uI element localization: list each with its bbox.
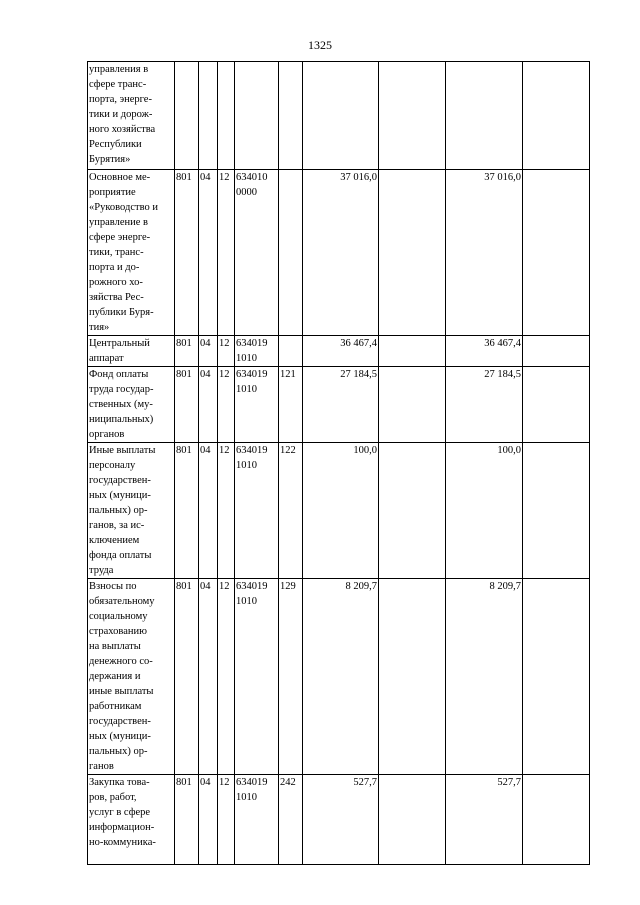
csr-cell [235, 170, 279, 336]
csr-cell [235, 367, 279, 443]
sum-cell-3: 100,0 [446, 443, 523, 579]
row-name-line: держания и [89, 671, 141, 682]
row-name-line: денежного со- [89, 656, 153, 667]
sum-cell-3: 527,7 [446, 775, 523, 865]
row-name-line: иные выплаты [89, 686, 154, 697]
row-name-line: ниципальных) [89, 414, 154, 425]
empty-cell [523, 775, 590, 865]
row-name-line: Республики [89, 139, 142, 150]
csr-cell [235, 579, 279, 775]
row-name-line: управление в [89, 217, 148, 228]
csr-line: 634019 [236, 445, 268, 456]
budget-table [87, 61, 590, 865]
row-name-line: ганов [89, 761, 114, 772]
row-name-line: информацион- [89, 822, 155, 833]
csr-line: 634019 [236, 581, 268, 592]
csr-line: 1010 [236, 353, 257, 364]
row-name-line: порта и до- [89, 262, 140, 273]
rz-cell: 04 [199, 443, 218, 579]
csr-cell [235, 336, 279, 367]
sum-cell-1 [303, 62, 379, 170]
table-row [88, 579, 590, 775]
row-name-line: персоналу [89, 460, 136, 471]
row-name-line: зяйства Рес- [89, 292, 144, 303]
grbs-cell: 801 [175, 579, 199, 775]
sum-cell-2 [379, 336, 446, 367]
rz-cell: 04 [199, 367, 218, 443]
rz-cell: 04 [199, 775, 218, 865]
row-name-cell [88, 170, 175, 336]
rz-cell: 04 [199, 579, 218, 775]
row-name-line: Бурятия» [89, 154, 131, 165]
row-name-line: Взносы по [89, 581, 137, 592]
table-row [88, 367, 590, 443]
table-row [88, 443, 590, 579]
row-name-line: порта, энерге- [89, 94, 152, 105]
row-name-line: социальному [89, 611, 148, 622]
csr-cell [235, 443, 279, 579]
row-name-line: рожного хо- [89, 277, 143, 288]
row-name-line: сфере энерге- [89, 232, 151, 243]
csr-line: 634019 [236, 777, 268, 788]
row-name-line: фонда оплаты [89, 550, 152, 561]
csr-line: 0000 [236, 187, 257, 198]
empty-cell [523, 367, 590, 443]
grbs-cell: 801 [175, 775, 199, 865]
grbs-cell: 801 [175, 443, 199, 579]
vr-cell: 242 [279, 775, 303, 865]
table-row [88, 775, 590, 865]
row-name-line: публики Буря- [89, 307, 154, 318]
sum-cell-1: 100,0 [303, 443, 379, 579]
row-name-line: работникам [89, 701, 142, 712]
row-name-line: «Руководство и [89, 202, 158, 213]
row-name-line: страхованию [89, 626, 147, 637]
vr-cell [279, 170, 303, 336]
grbs-cell: 801 [175, 336, 199, 367]
csr-line: 634010 [236, 172, 268, 183]
pr-cell: 12 [218, 579, 235, 775]
row-name-line: тики, транс- [89, 247, 144, 258]
grbs-cell [175, 62, 199, 170]
row-name-line: тики и дорож- [89, 109, 153, 120]
table-row [88, 336, 590, 367]
sum-cell-2 [379, 62, 446, 170]
sum-cell-1: 8 209,7 [303, 579, 379, 775]
row-name-line: Закупка това- [89, 777, 150, 788]
row-name-line: обязательному [89, 596, 155, 607]
row-name-line: услуг в сфере [89, 807, 151, 818]
vr-cell [279, 336, 303, 367]
empty-cell [523, 443, 590, 579]
pr-cell: 12 [218, 443, 235, 579]
pr-cell [218, 62, 235, 170]
row-name-cell [88, 775, 175, 865]
row-name-line: ных (муници- [89, 731, 151, 742]
row-name-cell [88, 336, 175, 367]
sum-cell-2 [379, 579, 446, 775]
csr-line: 1010 [236, 792, 257, 803]
row-name-line: ров, работ, [89, 792, 137, 803]
row-name-line: пальных) ор- [89, 746, 148, 757]
pr-cell: 12 [218, 367, 235, 443]
row-name-cell [88, 443, 175, 579]
sum-cell-1: 27 184,5 [303, 367, 379, 443]
row-name-line: ганов, за ис- [89, 520, 145, 531]
rz-cell [199, 62, 218, 170]
vr-cell: 121 [279, 367, 303, 443]
sum-cell-3: 27 184,5 [446, 367, 523, 443]
empty-cell [523, 62, 590, 170]
row-name-line: ключением [89, 535, 140, 546]
budget-table-body [88, 62, 590, 865]
sum-cell-3 [446, 62, 523, 170]
empty-cell [523, 170, 590, 336]
row-name-line: ного хозяйства [89, 124, 156, 135]
sum-cell-3: 8 209,7 [446, 579, 523, 775]
grbs-cell: 801 [175, 170, 199, 336]
table-row [88, 62, 590, 170]
vr-cell: 122 [279, 443, 303, 579]
empty-cell [523, 579, 590, 775]
pr-cell: 12 [218, 336, 235, 367]
pr-cell: 12 [218, 170, 235, 336]
row-name-line: государствен- [89, 716, 151, 727]
row-name-line: сфере транс- [89, 79, 147, 90]
sum-cell-3: 37 016,0 [446, 170, 523, 336]
grbs-cell: 801 [175, 367, 199, 443]
row-name-line: пальных) ор- [89, 505, 148, 516]
sum-cell-2 [379, 170, 446, 336]
csr-cell [235, 775, 279, 865]
pr-cell: 12 [218, 775, 235, 865]
csr-line: 634019 [236, 338, 268, 349]
sum-cell-2 [379, 775, 446, 865]
csr-line: 1010 [236, 384, 257, 395]
rz-cell: 04 [199, 170, 218, 336]
row-name-line: государствен- [89, 475, 151, 486]
csr-line: 1010 [236, 460, 257, 471]
rz-cell: 04 [199, 336, 218, 367]
row-name-line: аппарат [89, 353, 124, 364]
csr-line: 1010 [236, 596, 257, 607]
row-name-line: роприятие [89, 187, 136, 198]
row-name-line: труда [89, 565, 114, 576]
csr-line: 634019 [236, 369, 268, 380]
empty-cell [523, 336, 590, 367]
row-name-line: тия» [89, 322, 110, 333]
vr-cell: 129 [279, 579, 303, 775]
sum-cell-3: 36 467,4 [446, 336, 523, 367]
sum-cell-1: 36 467,4 [303, 336, 379, 367]
row-name-line: Фонд оплаты [89, 369, 149, 380]
page-number: 1325 [308, 38, 332, 52]
row-name-line: Центральный [89, 338, 150, 349]
row-name-line: управления в [89, 64, 149, 75]
sum-cell-1: 37 016,0 [303, 170, 379, 336]
row-name-line: органов [89, 429, 125, 440]
row-name-line: ственных (му- [89, 399, 153, 410]
row-name-cell [88, 62, 175, 170]
row-name-line: на выплаты [89, 641, 141, 652]
row-name-line: ных (муници- [89, 490, 151, 501]
row-name-line: но-коммуника- [89, 837, 156, 848]
row-name-cell [88, 579, 175, 775]
row-name-line: Иные выплаты [89, 445, 156, 456]
csr-cell [235, 62, 279, 170]
sum-cell-2 [379, 443, 446, 579]
sum-cell-1: 527,7 [303, 775, 379, 865]
row-name-cell [88, 367, 175, 443]
vr-cell [279, 62, 303, 170]
table-row [88, 170, 590, 336]
row-name-line: труда государ- [89, 384, 154, 395]
row-name-line: Основное ме- [89, 172, 151, 183]
sum-cell-2 [379, 367, 446, 443]
